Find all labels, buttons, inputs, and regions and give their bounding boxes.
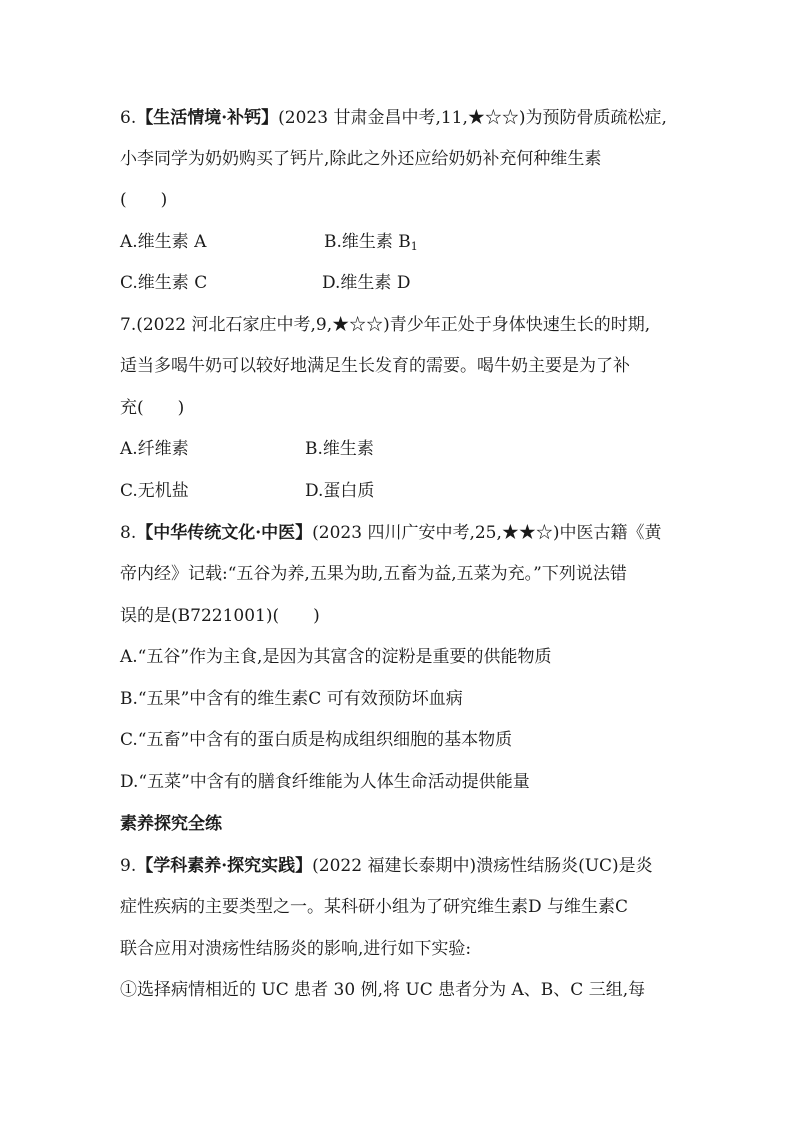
q6-stem-line-2: 小李同学为奶奶购买了钙片,除此之外还应给奶奶补充何种维生素: [120, 149, 602, 169]
q7-option-b: B.维生素: [305, 439, 374, 459]
q6-option-c: C.维生素 C: [120, 273, 208, 293]
q8-option-c: C.“五畜”中含有的蛋白质是构成组织细胞的基本物质: [120, 730, 513, 750]
q8-tag: 【中华传统文化·中医】: [136, 523, 313, 543]
q8-stem-line-3: 误的是(B7221001)( ): [120, 606, 320, 626]
q6-option-b-text: B.维生素 B: [324, 232, 411, 252]
q7-stem-line-2: 适当多喝牛奶可以较好地满足生长发育的需要。喝牛奶主要是为了补: [120, 356, 630, 376]
q6-option-a: A.维生素 A: [120, 232, 207, 252]
q9-stem-line-1: [120, 854, 684, 878]
q6-option-b: [324, 230, 418, 259]
q7-stem-line-1: 7.(2022 河北石家庄中考,9,★☆☆)青少年正处于身体快速生长的时期,: [120, 315, 651, 335]
q9-tag: 【学科素养·探究实践】: [136, 856, 313, 876]
q8-option-a: A.“五谷”作为主食,是因为其富含的淀粉是重要的供能物质: [120, 647, 552, 667]
q6-tag: 【生活情境·补钙】: [136, 108, 279, 128]
q6-option-d: D.维生素 D: [322, 273, 411, 293]
q9-stem-1: (2022 福建长泰期中)溃疡性结肠炎(UC)是炎: [312, 856, 653, 876]
q6-stem-1: (2023 甘肃金昌中考,11,★☆☆)为预防骨质疏松症,: [278, 108, 667, 128]
q7-option-d: D.蛋白质: [305, 481, 375, 501]
q7-option-c: C.无机盐: [120, 481, 189, 501]
q8-option-d: D.“五菜”中含有的膳食纤维能为人体生命活动提供能量: [120, 772, 530, 792]
q7-option-a: A.纤维素: [120, 439, 189, 459]
q6-number: 6.: [120, 108, 137, 128]
q8-number: 8.: [120, 523, 137, 543]
q9-stem-line-2: 症性疾病的主要类型之一。某科研小组为了研究维生素D 与维生素C: [120, 897, 629, 917]
q8-stem-line-1: [120, 521, 684, 545]
section-title: 素养探究全练: [120, 814, 222, 834]
q9-stem-line-3: 联合应用对溃疡性结肠炎的影响,进行如下实验:: [120, 939, 472, 959]
q6-option-b-subscript: 1: [410, 240, 418, 253]
q9-stem-line-4: ①选择病情相近的 UC 患者 30 例,将 UC 患者分为 A、B、C 三组,每: [120, 980, 646, 1000]
q9-number: 9.: [120, 856, 137, 876]
q8-option-b: B.“五果”中含有的维生素C 可有效预防坏血病: [120, 689, 463, 709]
q6-stem-line-1: [120, 106, 684, 130]
q8-stem-1: (2023 四川广安中考,25,★★☆)中医古籍《黄: [312, 523, 662, 543]
q6-stem-line-3: ( ): [120, 190, 168, 210]
q7-stem-line-3: 充( ): [120, 398, 185, 418]
q8-stem-line-2: 帝内经》记载:“五谷为养,五果为助,五畜为益,五菜为充。”下列说法错: [120, 564, 627, 584]
